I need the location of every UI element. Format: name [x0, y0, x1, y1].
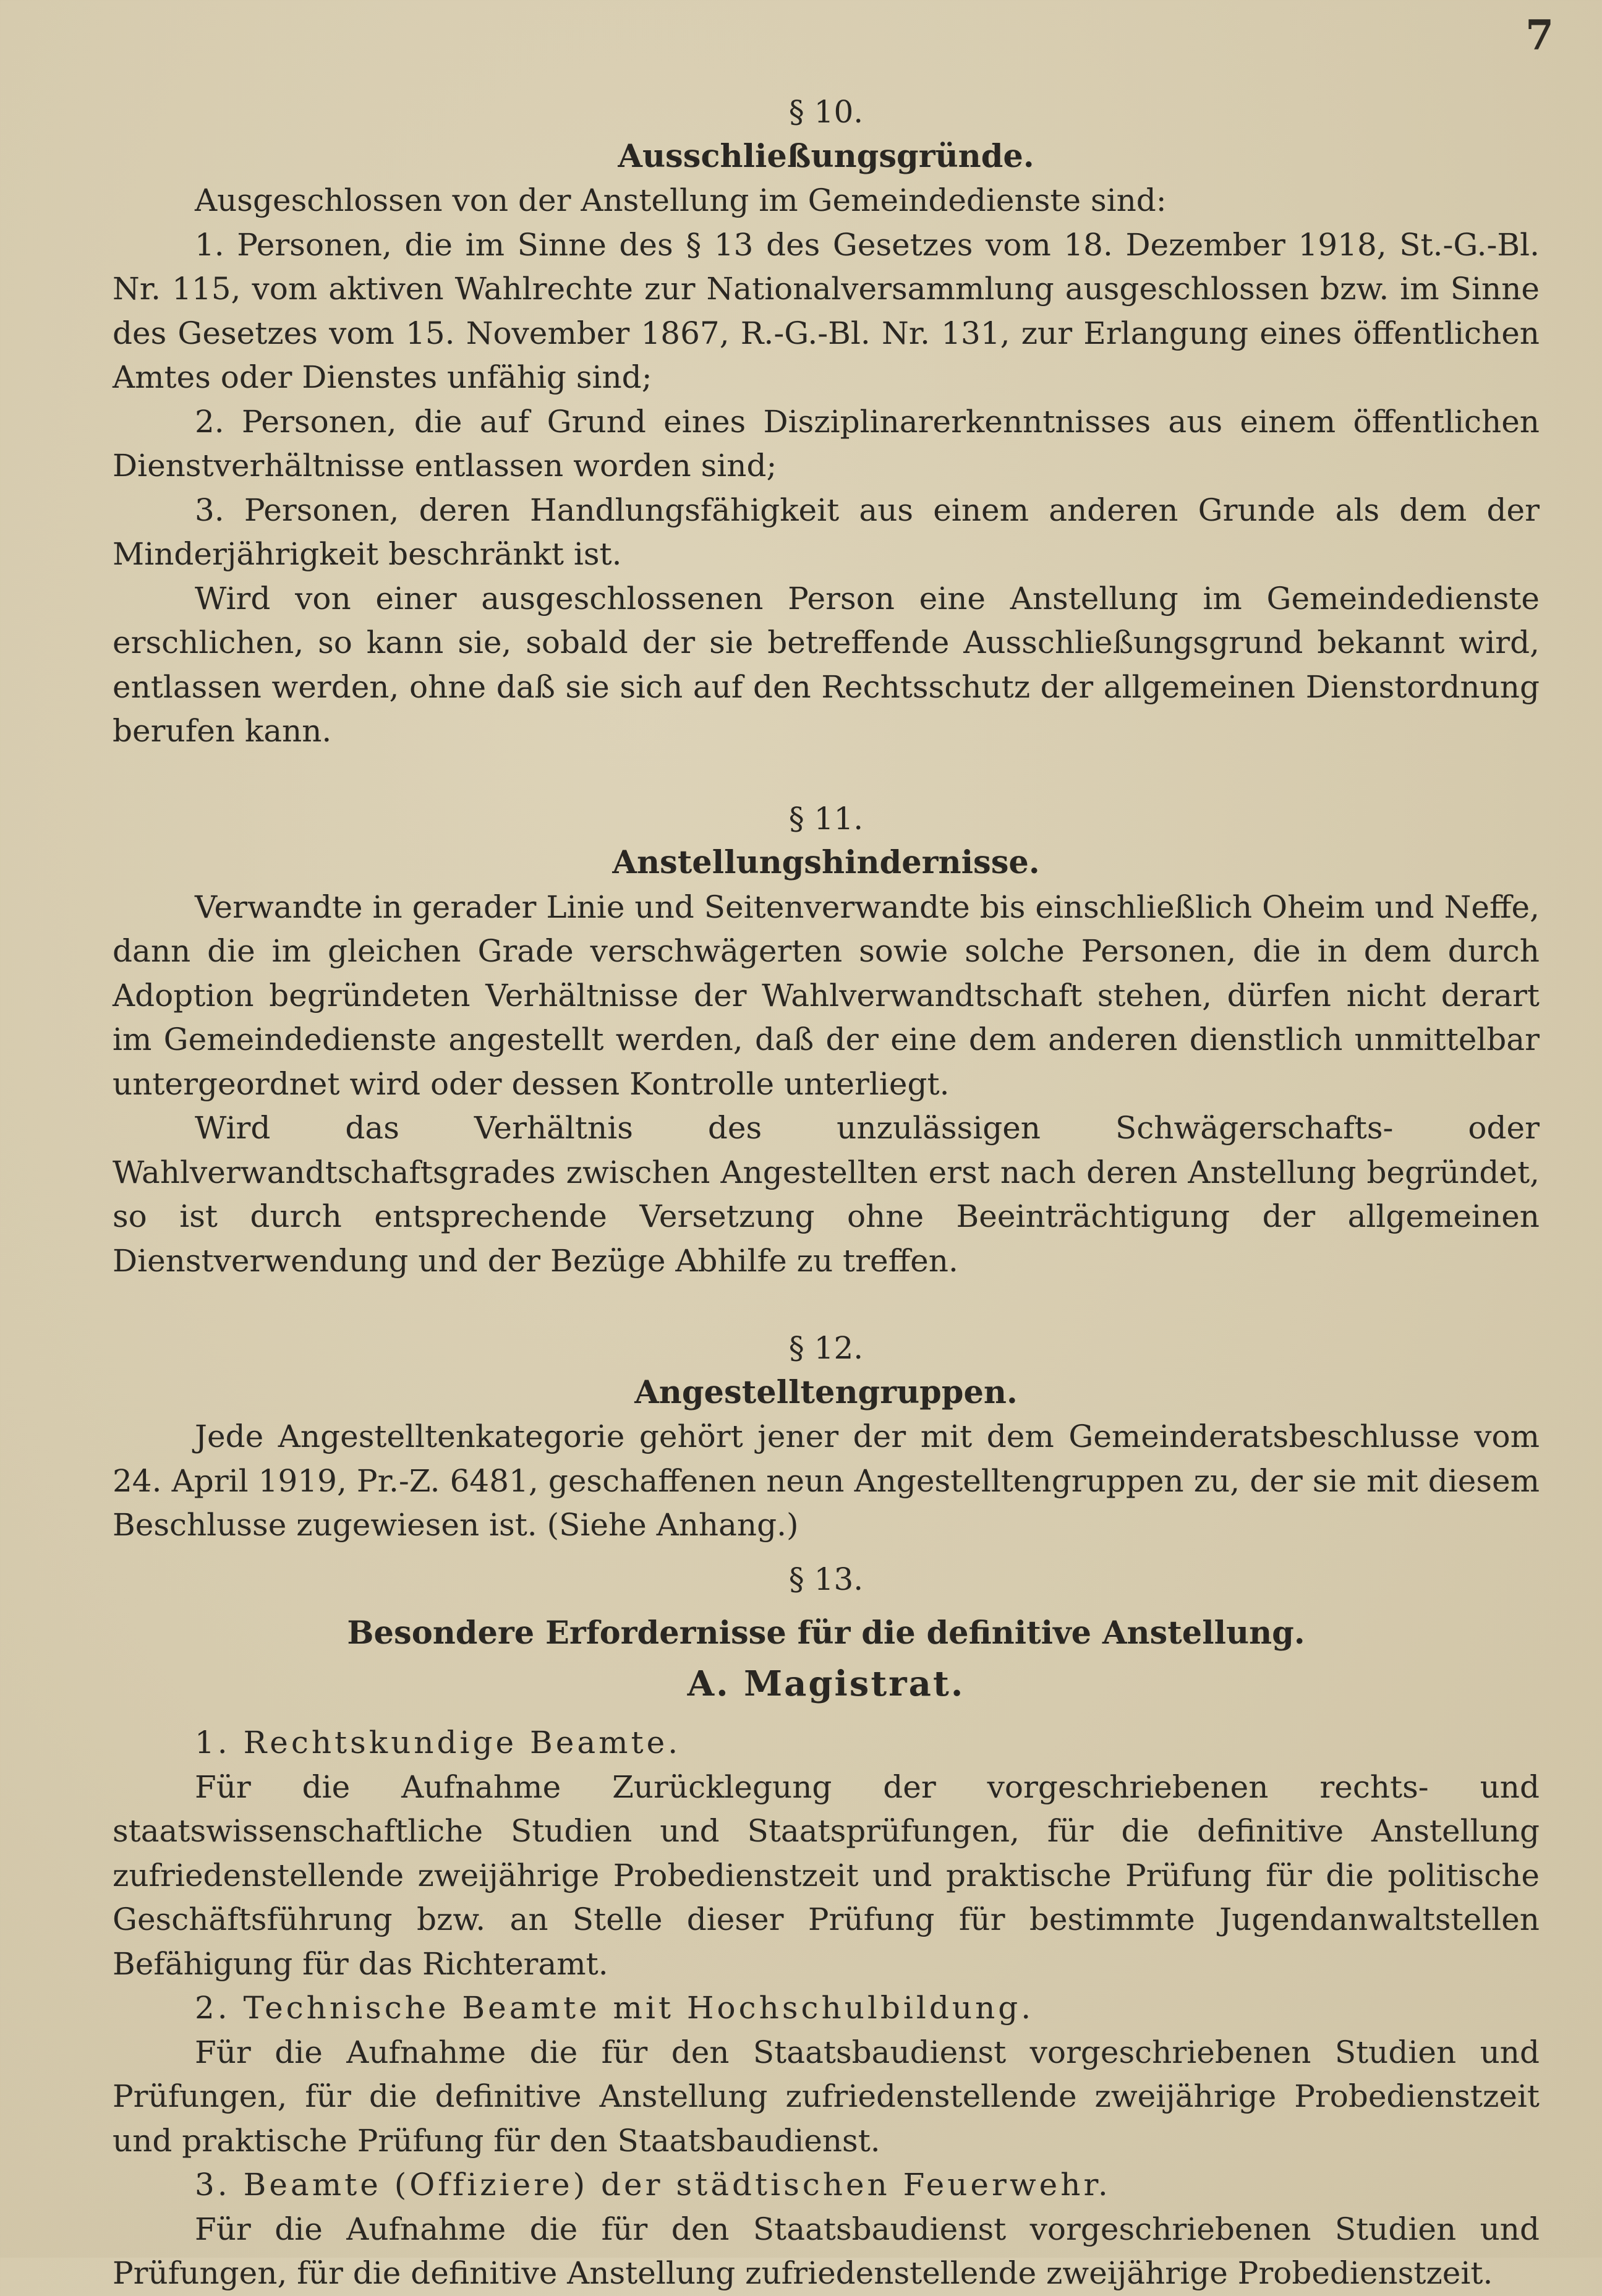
- section-number: § 11.: [788, 800, 864, 837]
- section-11: [113, 797, 1540, 1284]
- page-number: 7: [1525, 11, 1554, 59]
- section-12: [113, 1326, 1540, 1548]
- document-body: [113, 90, 1540, 2296]
- paragraph: Für die Aufnahme die für den Staatsbaudienst vorgeschriebenen Studien und Prüfungen, für die definitive Anstellung zufriedenstellende zweijährige Probedienstzeit und praktische Prüfung für den Staatsbaudienst.: [113, 2034, 1540, 2159]
- section-number: § 12.: [788, 1330, 864, 1366]
- list-item: 2. Personen, die auf Grund eines Disziplinarerkenntnisses aus einem öffentlichen Dienstverhältnisse entlassen worden sind;: [113, 403, 1540, 484]
- paragraph: Jede Angestelltenkategorie gehört jener der mit dem Gemeinderatsbeschlusse vom 24. April 1919, Pr.-Z. 6481, geschaffenen neun Angestelltengruppen zu, der sie mit diesem Beschlusse zugewiesen ist. (Siehe Anhang.): [113, 1419, 1540, 1543]
- section-title: Anstellungshindernisse.: [612, 844, 1040, 881]
- section-number: § 10.: [788, 94, 864, 130]
- section-title: Ausschließungsgründe.: [618, 137, 1034, 175]
- section-title: Besondere Erfordernisse für die definitive Anstellung.: [347, 1615, 1305, 1652]
- subsection-title: A. Magistrat.: [687, 1663, 965, 1704]
- section-13: [113, 1558, 1540, 2296]
- item-heading: 3. Beamte (Offiziere) der städtischen Feuerwehr.: [195, 2167, 1111, 2203]
- section-10: [113, 90, 1540, 754]
- list-item: 1. Personen, die im Sinne des § 13 des Gesetzes vom 18. Dezember 1918, St.-G.-Bl. Nr. 115, vom aktiven Wahlrechte zur Nationalversammlung ausgeschlossen bzw. im Sinne des Gesetzes vom 15. November 1867, R.-G.-Bl. Nr. 131, zur Erlangung eines öffentlichen Amtes oder Dienstes unfähig sind;: [113, 226, 1540, 395]
- section-title: Angestelltengruppen.: [634, 1373, 1018, 1411]
- item-heading: 2. Technische Beamte mit Hochschulbildung.: [195, 1990, 1034, 2026]
- section-number: § 13.: [788, 1561, 864, 1597]
- section-intro: Ausgeschlossen von der Anstellung im Gemeindedienste sind:: [195, 182, 1167, 218]
- list-item: 3. Personen, deren Handlungsfähigkeit aus einem anderen Grunde als dem der Minderjährigkeit beschränkt ist.: [113, 492, 1540, 572]
- paragraph: Für die Aufnahme Zurücklegung der vorgeschriebenen rechts- und staatswissenschaftliche Studien und Staatsprüfungen, für die definitive Anstellung zufriedenstellende zweijährige Probedienstzeit und praktische Prüfung für die politische Geschäftsführung bzw. an Stelle dieser Prüfung für bestimmte Jugendanwaltstellen Befähigung für das Richteramt.: [113, 1769, 1540, 1982]
- paragraph: Wird das Verhältnis des unzulässigen Schwägerschafts- oder Wahlverwandtschaftsgrades zwischen Angestellten erst nach deren Anstellung begründet, so ist durch entsprechende Versetzung ohne Beeinträchtigung der allgemeinen Dienstverwendung und der Bezüge Abhilfe zu treffen.: [113, 1110, 1540, 1279]
- paragraph: Wird von einer ausgeschlossenen Person eine Anstellung im Gemeindedienste erschlichen, so kann sie, sobald der sie betreffende Ausschließungsgrund bekannt wird, entlassen werden, ohne daß sie sich auf den Rechtsschutz der allgemeinen Dienstordnung berufen kann.: [113, 580, 1540, 749]
- paragraph: Verwandte in gerader Linie und Seitenverwandte bis einschließlich Oheim und Neffe, dann die im gleichen Grade verschwägerten sowie solche Personen, die in dem durch Adoption begründeten Verhältnisse der Wahlverwandtschaft stehen, dürfen nicht derart im Gemeindedienste angestellt werden, daß der eine dem anderen dienstlich unmittelbar untergeordnet wird oder dessen Kontrolle unterliegt.: [113, 889, 1540, 1102]
- paragraph: Für die Aufnahme die für den Staatsbaudienst vorgeschriebenen Studien und Prüfungen, für die definitive Anstellung zufriedenstellende zweijährige Probedienstzeit.: [113, 2211, 1540, 2291]
- item-heading: 1. Rechtskundige Beamte.: [195, 1725, 681, 1760]
